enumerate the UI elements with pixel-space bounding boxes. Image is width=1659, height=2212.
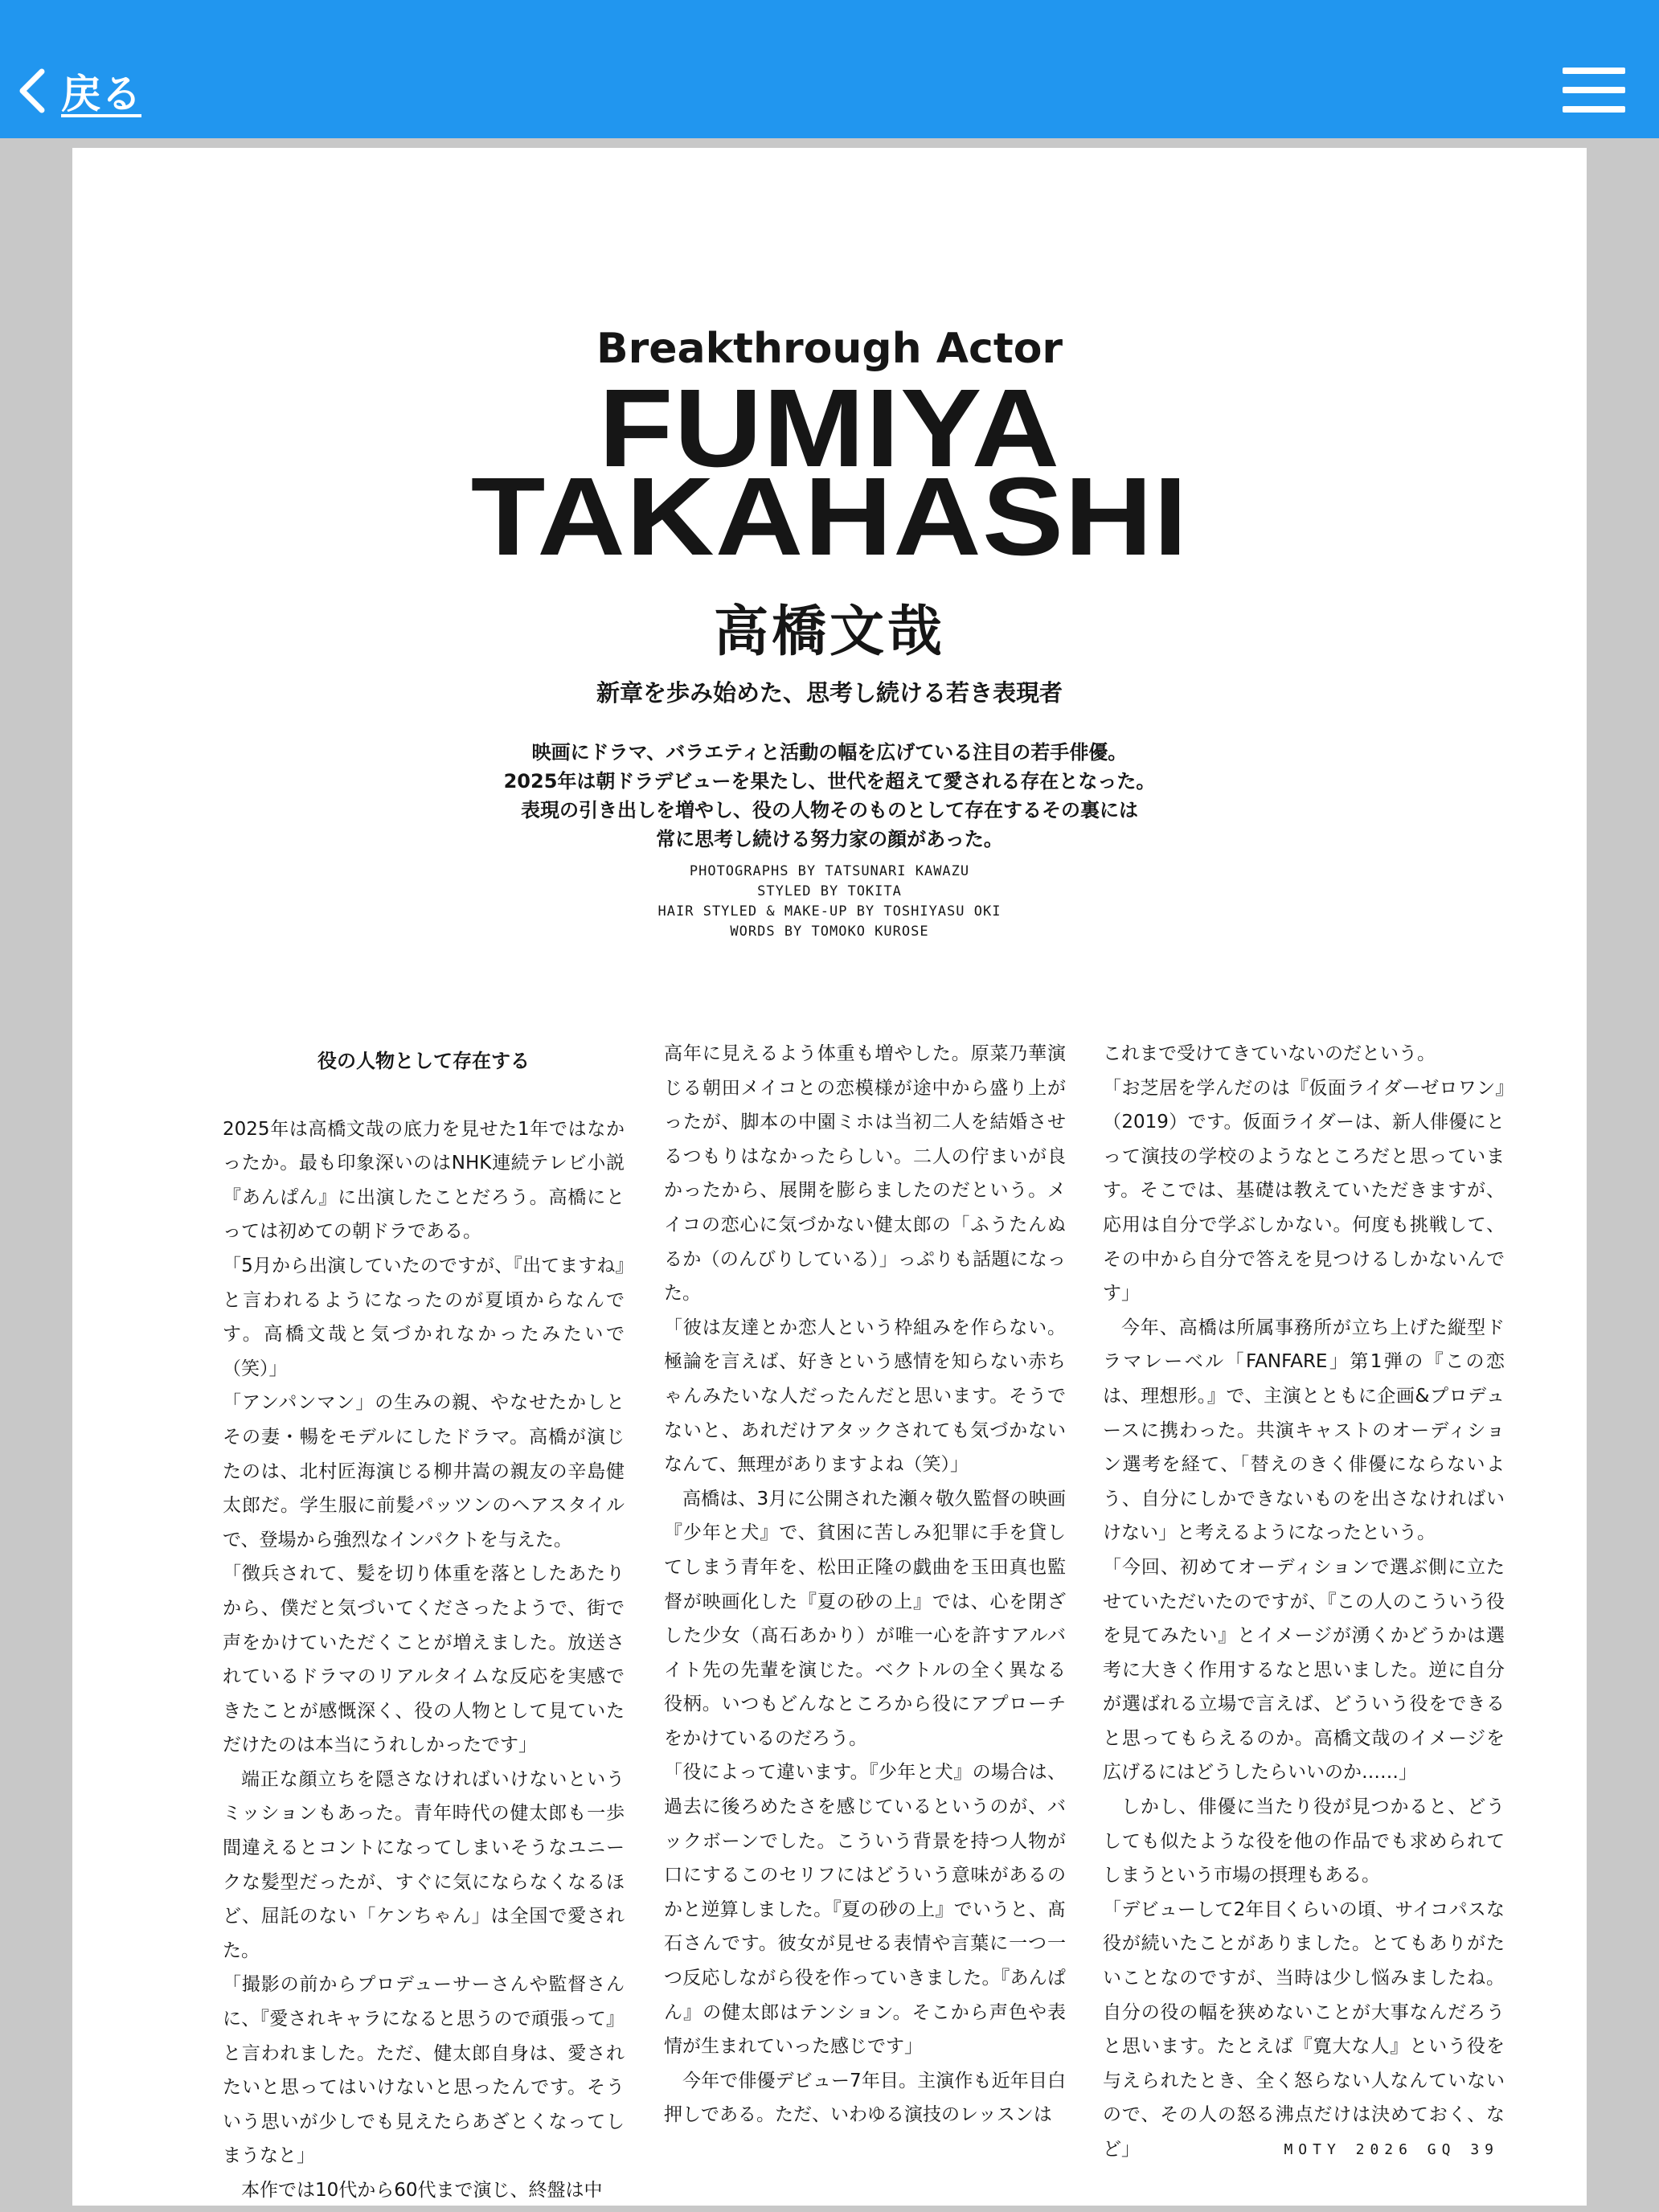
chevron-left-icon [18, 68, 47, 113]
paragraph: 「5月から出演していたのですが、『出てますね』と言われるようになったのが夏頃からなんです。高橋文哉と気づかれなかったみたいで（笑）」 [223, 1255, 625, 1379]
paragraph: 端正な顔立ちを隠さなければいけないというミッションもあった。青年時代の健太郎も一歩間違えるとコントになってしまいそうなユニークな髪型だったが、すぐに気にならなくなるほど、屈託のない「ケンちゃん」は全国で愛された。 [223, 1768, 625, 1961]
credit-line: PHOTOGRAPHS BY TATSUNARI KAWAZU [689, 863, 970, 879]
paragraph: 今年、高橋は所属事務所が立ち上げた縦型ドラマレーベル「FANFARE」第1弾の『この恋は、理想形。』で、主演とともに企画&プロデュースに携わった。共演キャストのオーディション選考を経て、「替えのきく俳優にならないよう、自分にしかできないものを出さなければいけない」と考えるようになったという。 [1103, 1317, 1505, 1544]
title-line-1: FUMIYA [598, 367, 1061, 490]
lead-line: 表現の引き出しを増やし、役の人物そのものとして存在するその裏には [521, 799, 1138, 821]
article-kicker: Breakthrough Actor [596, 325, 1063, 373]
paragraph: 「役によって違います。『少年と犬』の場合は、過去に後ろめたさを感じているというのが、バックボーンでした。こういう背景を持つ人物が口にするこのセリフにはどういう意味があるのかと逆算しました。『夏の砂の上』でいうと、髙石さんです。彼女が見せる表情や言葉に一つ一つ反応しながら役を作っていきました。『あんぱん』の健太郎はテンション。そこから声色や表情が生まれていった感じです」 [664, 1762, 1066, 2058]
paragraph: これまで受けてきていないのだという。 [1103, 1043, 1436, 1064]
paragraph: 本作では10代から60代まで演じ、終盤は中 [241, 2180, 603, 2201]
body-column-2 [664, 1037, 1066, 2132]
article-subtitle: 新章を歩み始めた、思考し続ける若き表現者 [596, 679, 1063, 707]
credit-line: STYLED BY TOKITA [757, 883, 902, 899]
lead-line: 2025年は朝ドラデビューを果たし、世代を超えて愛される存在となった。 [503, 770, 1156, 793]
paragraph: 「お芝居を学んだのは『仮面ライダーゼロワン』（2019）です。仮面ライダーは、新人俳優にとって演技の学校のようなところだと思っています。そこでは、基礎は教えていただきますが、応用は自分で学ぶしかない。何度も挑戦して、その中から自分で答えを見つけるしかないんです」 [1103, 1077, 1505, 1305]
lead-paragraph [72, 738, 1587, 854]
top-navigation-bar [0, 0, 1659, 138]
section-heading: 役の人物として存在する [317, 1050, 530, 1072]
paragraph: 「徴兵されて、髪を切り体重を落としたあたりから、僕だと気づいてくださったようで、街で声をかけていただくことが増えました。放送されているドラマのリアルタイムな反応を実感できたことが感慨深く、役の人物として見ていただけたのは本当にうれしかったです」 [223, 1563, 625, 1756]
paragraph: しかし、俳優に当たり役が見つかると、どうしても似たような役を他の作品でも求められてしまうという市場の摂理もある。 [1103, 1796, 1505, 1886]
title-kanji: 高橋文哉 [713, 600, 945, 664]
credit-line: WORDS BY TOMOKO KUROSE [730, 924, 929, 940]
back-label: 戻る [61, 71, 141, 117]
magazine-page [72, 148, 1587, 2206]
paragraph: 「撮影の前からプロデューサーさんや監督さんに、『愛されキャラになると思うので頑張って』と言われました。ただ、健太郎自身は、愛されたいと思ってはいけないと思ったんです。そういう思いが少しでも見えたらあざとくなってしまうなと」 [223, 1974, 625, 2167]
paragraph: 高橋は、3月に公開された瀬々敬久監督の映画『少年と犬』で、貧困に苦しみ犯罪に手を貸してしまう青年を、松田正隆の戯曲を玉田真也監督が映画化した『夏の砂の上』では、心を閉ざした少女（髙石あかり）が唯一心を許すアルバイト先の先輩を演じた。ベクトルの全く異なる役柄。いつもどんなところから役にアプローチをかけているのだろう。 [664, 1488, 1066, 1749]
paragraph: 「デビューして2年目くらいの頃、サイコパスな役が続いたことがありました。とてもありがたいことなのですが、当時は少し悩みましたね。自分の役の幅を狭めないことが大事なんだろうと思います。たとえば『寛大な人』という役を与えられたとき、全く怒らない人なんていないので、その人の怒る沸点だけは決めておく、など」 [1103, 1899, 1505, 2160]
lead-line: 常に思考し続ける努力家の顔があった。 [656, 828, 1003, 850]
paragraph: 「今回、初めてオーディションで選ぶ側に立たせていただいたのですが、『この人のこういう役を見てみたい』とイメージが湧くかどうかは選考に大きく作用するなと思いました。逆に自分が選ばれる立場で言えば、どういう役をできると思ってもらえるのか。高橋文哉のイメージを広げるにはどうしたらいいのか……」 [1103, 1556, 1505, 1784]
lead-line: 映画にドラマ、バラエティと活動の幅を広げている注目の若手俳優。 [531, 741, 1128, 764]
title-line-2: TAKAHASHI [470, 455, 1189, 579]
paragraph: 「彼は友達とか恋人という枠組みを作らない。極論を言えば、好きという感情を知らない赤ちゃんみたいな人だったんだと思います。そうでないと、あれだけアタックされても気づかないなんて、無理がありますよね（笑）」 [664, 1317, 1066, 1476]
paragraph: 高年に見えるよう体重も増やした。原菜乃華演じる朝田メイコとの恋模様が途中から盛り上がったが、脚本の中園ミホは当初二人を結婚させるつもりはなかったらしい。二人の佇まいが良かったから、展開を膨らましたのだという。メイコの恋心に気づかない健太郎の「ふうたんぬるか（のんびりしている）」っぷりも話題になった。 [664, 1043, 1066, 1305]
paragraph: 「アンパンマン」の生みの親、やなせたかしとその妻・暢をモデルにしたドラマ。高橋が演じたのは、北村匠海演じる柳井嵩の親友の辛島健太郎だ。学生服に前髪パッツンのヘアスタイルで、登場から強烈なインパクトを与えた。 [223, 1392, 625, 1550]
paragraph: 今年で俳優デビュー7年目。主演作も近年目白押しである。ただ、いわゆる演技のレッスンは [664, 2070, 1066, 2126]
photo-credits [72, 862, 1587, 942]
body-column-3 [1103, 1037, 1505, 2167]
back-button[interactable] [18, 63, 141, 119]
credit-line: HAIR STYLED & MAKE-UP BY TOSHIYASU OKI [657, 903, 1002, 920]
hamburger-menu-icon[interactable] [1563, 68, 1625, 113]
article-title [0, 367, 1659, 579]
body-column-1 [223, 1044, 625, 2208]
page-folio: MOTY 2026 GQ 39 [1284, 2141, 1499, 2158]
paragraph: 2025年は高橋文哉の底力を見せた1年ではなかったか。最も印象深いのはNHK連続テレビ小説『あんぱん』に出演したことだろう。高橋にとっては初めての朝ドラである。 [223, 1118, 625, 1243]
